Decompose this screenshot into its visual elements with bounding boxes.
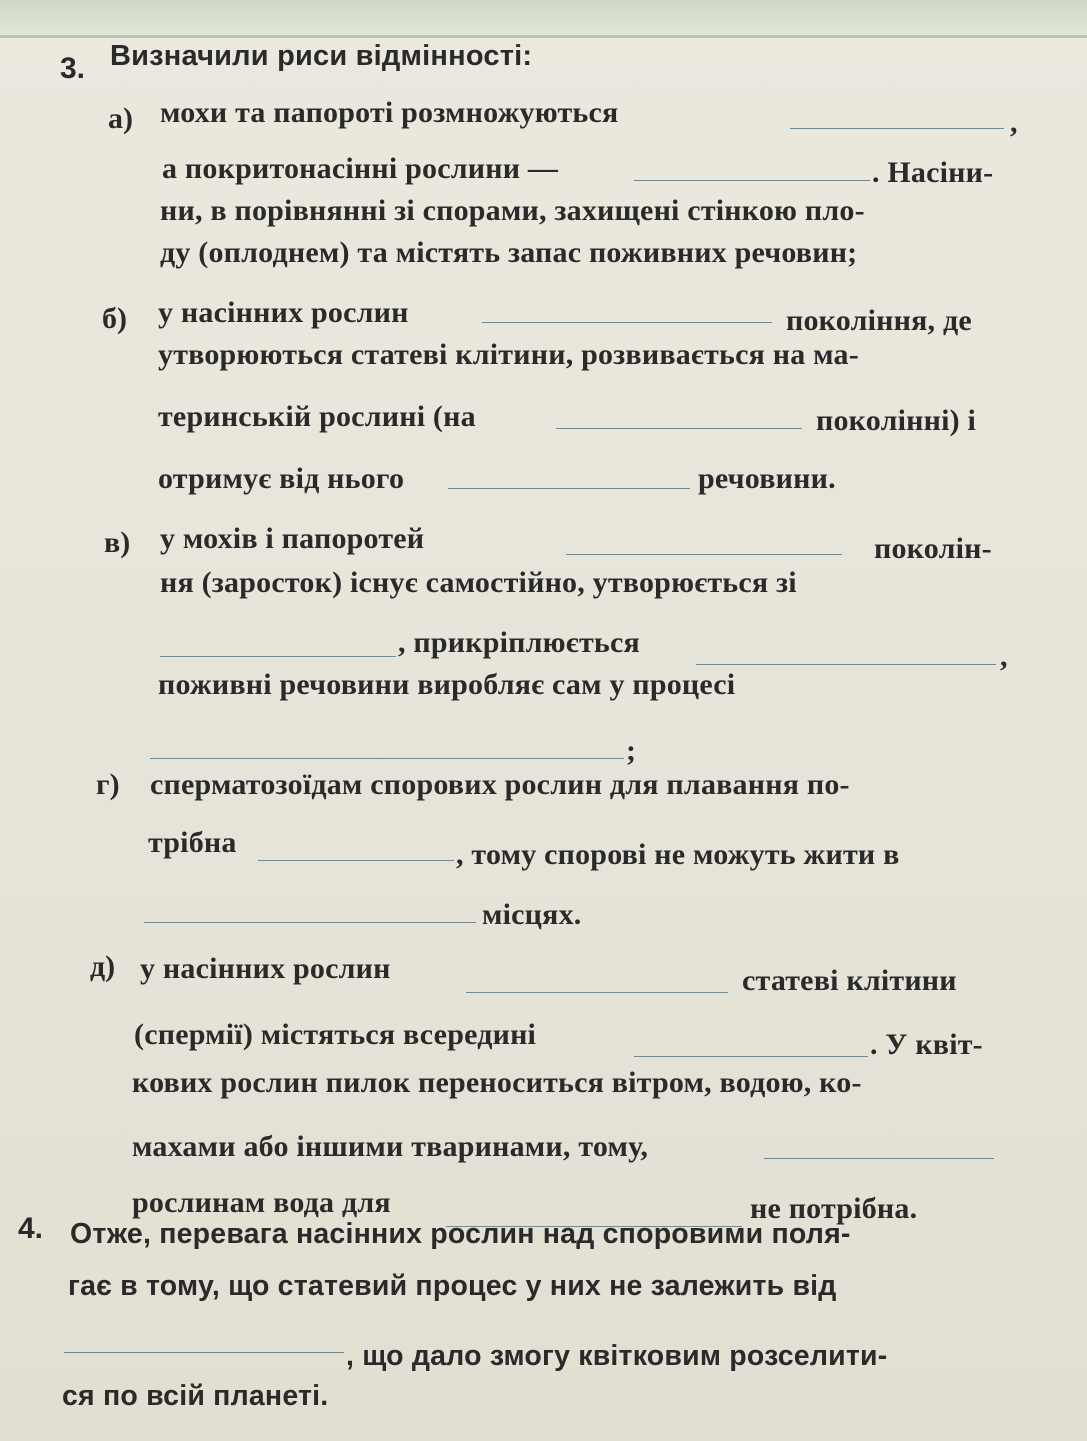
item-v-line-4: поживні речовини виробляє сам у процесі [158,668,736,701]
item-v-line-3-mid: , прикріплюється [398,626,640,659]
blank-v-4[interactable] [150,758,624,759]
task-4-line-2: гає в тому, що статевий процес у них не залежить від [68,1270,837,1302]
blank-d-1[interactable] [466,992,728,993]
blank-d-2[interactable] [634,1056,868,1057]
item-b-line-4-end: речовини. [698,462,836,495]
task-4-line-3-end: , що дало змогу квітковим розселити- [346,1340,888,1372]
item-g-line-2: трібна [148,826,237,859]
item-b-line-3-end: поколінні) і [816,404,977,437]
item-a-line-4: ду (оплоднем) та містять запас поживних речовин; [160,236,858,269]
blank-a-1[interactable] [790,128,1004,129]
item-d-line-1-end: статеві клітини [742,964,957,997]
item-g-line-3-end: місцях. [482,898,582,931]
blank-d-3[interactable] [764,1158,994,1159]
blank-g-2[interactable] [144,922,476,923]
item-d-line-5: рослинам вода для [132,1186,391,1219]
item-a-line-3: ни, в порівнянні зі спорами, захищені стінкою пло- [160,194,865,227]
item-g-line-2-end: , тому спорові не можуть жити в [456,838,900,871]
item-d-line-2: (спермії) містяться всередині [134,1018,537,1051]
item-d-line-5-end: не потрібна. [750,1192,918,1225]
item-d-line-1: у насінних рослин [140,952,391,985]
task-4-number: 4. [18,1212,44,1245]
blank-g-1[interactable] [258,860,454,861]
item-v-line-3-end: , [1000,640,1008,673]
item-b-line-4: отримує від нього [158,462,405,495]
item-d-line-3: кових рослин пилок переноситься вітром, водою, ко- [132,1066,862,1099]
blank-4-1[interactable] [64,1352,344,1353]
item-v-line-1: у мохів і папоротей [160,522,425,555]
item-d-label: д) [90,950,116,983]
page-header-band [0,0,1087,38]
blank-v-1[interactable] [566,554,842,555]
blank-v-3[interactable] [696,664,996,665]
task-4-line-1: Отже, перевага насінних рослин над споровими поля- [70,1218,851,1250]
item-v-label: в) [104,526,131,559]
task-4-line-4: ся по всій планеті. [62,1380,329,1412]
blank-b-1[interactable] [482,322,772,323]
item-a-line-1: мохи та папороті розмножуються [160,96,619,129]
item-b-label: б) [102,302,127,335]
item-g-line-1: сперматозоїдам спорових рослин для плавання по- [150,768,850,801]
blank-b-2[interactable] [556,428,802,429]
item-a-line-2-end: . Насіни- [872,156,994,189]
item-b-line-2: утворюються статеві клітини, розвивається на ма- [158,338,859,371]
item-v-line-2: ня (заросток) існує самостійно, утворюється зі [160,566,797,599]
blank-a-2[interactable] [634,180,870,181]
item-v-line-1-end: поколін- [874,532,992,565]
blank-v-2[interactable] [160,656,396,657]
item-g-label: г) [96,768,120,801]
item-a-line-2: а покритонасінні рослини — [162,152,559,185]
item-v-line-5-end: ; [626,734,637,767]
task-3-heading: Визначили риси відмінності: [110,40,533,72]
item-a-label: а) [108,102,133,135]
task-3-number: 3. [60,52,86,85]
blank-b-3[interactable] [448,488,690,489]
item-a-line-1-end: , [1010,106,1018,139]
item-b-line-1: у насінних рослин [158,296,409,329]
item-d-line-2-end: . У квіт- [870,1028,983,1061]
item-b-line-3: теринській рослині (на [158,400,476,433]
item-b-line-1-end: покоління, де [786,304,972,337]
item-d-line-4: махами або іншими тваринами, тому, [132,1130,649,1163]
